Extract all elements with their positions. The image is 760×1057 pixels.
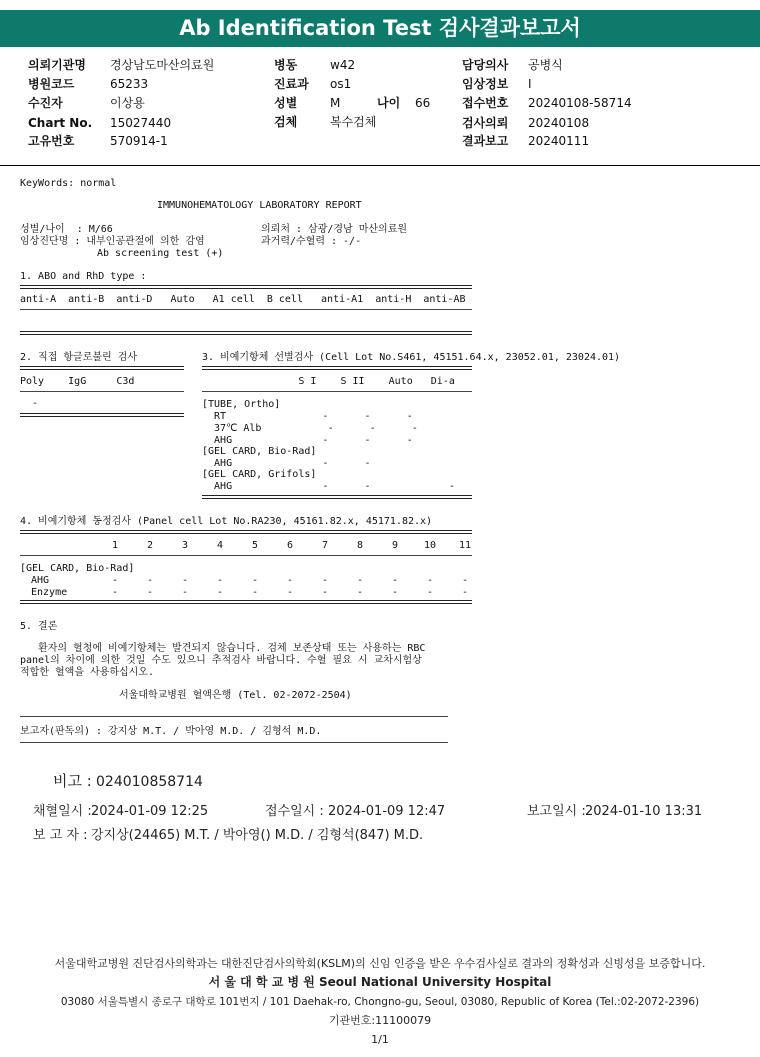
panel-cell-result: - — [147, 575, 154, 586]
section2-value: - — [20, 398, 39, 409]
clinical-diagnosis: 임상진단명 : 내부인공관절에 의한 감염 — [20, 236, 205, 247]
clinical-info-label: 임상정보 — [462, 77, 509, 91]
department-label: 진료과 — [274, 77, 309, 91]
unique-no-label: 고유번호 — [28, 134, 75, 148]
panel-row-label: AHG — [31, 575, 50, 586]
report-reporter: 보고자(판독의) : 강지상 M.T. / 박아영 M.D. / 김형석 M.D. — [20, 726, 322, 737]
panel-cell-result: - — [322, 587, 329, 598]
blood-bank: 서울대학교병원 혈액은행 (Tel. 02-2072-2504) — [119, 690, 352, 701]
panel-cell-header: 3 — [182, 540, 189, 551]
department-value: os1 — [330, 77, 352, 91]
specimen-label: 검체 — [274, 115, 298, 129]
hospital-address: 03080 서울특별시 종로구 대학로 101번지 / 101 Daehak-ro, Chongno-gu, Seoul, 03080, Republic of Korea (Tel.:02-2072-2396) — [60, 996, 700, 1008]
collected-label: 채혈일시 : — [33, 804, 92, 819]
section4-title: 4. 비예기항체 동정검사 (Panel cell Lot No.RA230, 45161.82.x, 45171.82.x) — [20, 516, 433, 527]
section3-bottom-rule — [202, 495, 472, 499]
panel-cell-result: - — [357, 575, 364, 586]
sex-label: 성별 — [274, 96, 298, 110]
header-divider — [0, 165, 760, 166]
panel-row-label: Enzyme — [31, 587, 68, 598]
hospital-code-label: 병원코드 — [28, 77, 75, 91]
section1-headers: anti-A anti-B anti-D Auto A1 cell B cell anti-A1 anti-H anti-AB — [20, 294, 466, 305]
panel-cell-result: - — [357, 587, 364, 598]
conclusion-line: 적합한 혈액을 사용하십시오. — [20, 667, 154, 678]
panel-cell-result: - — [252, 587, 259, 598]
section2-title: 2. 직접 항글로불린 검사 — [20, 352, 138, 363]
received-value: 2024-01-09 12:47 — [328, 804, 446, 819]
page-number: 1/1 — [371, 1033, 389, 1046]
panel-cell-header: 2 — [147, 540, 154, 551]
ward-value: w42 — [330, 58, 356, 72]
panel-cell-result: - — [112, 587, 119, 598]
section2-top-rule — [20, 366, 184, 370]
panel-cell-header: 1 — [112, 540, 119, 551]
conclusion-line: panel의 차이에 의한 것일 수도 있으니 추적검사 바랍니다. 수혈 필요 시 교차시험상 — [20, 655, 422, 666]
section3-row: RT - - - — [202, 411, 413, 422]
section1-header-rule — [20, 309, 472, 310]
section3-title: 3. 비예기항체 선별검사 (Cell Lot No.S461, 45151.64.x, 23052.01, 23024.01) — [202, 352, 621, 363]
reporter-bottom-rule — [20, 742, 448, 743]
hospital-label: 의뢰기관명 — [28, 58, 86, 72]
section3-row: [GEL CARD, Grifols] — [202, 469, 317, 480]
section1-top-rule — [20, 285, 472, 289]
panel-cell-header: 5 — [252, 540, 259, 551]
section3-row: [TUBE, Ortho] — [202, 399, 281, 410]
panel-cell-header: 11 — [459, 540, 472, 551]
footer-reporter-label: 보 고 자 : — [33, 828, 88, 843]
report-title: Ab Identification Test 검사결과보고서 — [0, 10, 760, 47]
test-request-value: 20240108 — [528, 116, 590, 130]
note-label: 비고 : — [53, 772, 92, 790]
sex-value: M — [330, 96, 341, 110]
panel-cell-result: - — [147, 587, 154, 598]
panel-cell-result: - — [182, 575, 189, 586]
conclusion-line: 환자의 혈청에 비예기항체는 발견되지 않습니다. 검체 보존상태 또는 사용하는 RBC — [20, 643, 426, 654]
receipt-no-label: 접수번호 — [462, 96, 509, 110]
hospital-code-value: 65233 — [110, 77, 149, 91]
note-value: 024010858714 — [96, 774, 203, 790]
received-label: 접수일시 : — [265, 804, 324, 819]
footer-reporter-value: 강지상(24465) M.T. / 박아영() M.D. / 김형석(847) M.D. — [91, 828, 424, 843]
section3-row: [GEL CARD, Bio-Rad] — [202, 446, 317, 457]
doctor-value: 공병식 — [528, 58, 563, 72]
section1-title: 1. ABO and RhD type : — [20, 271, 147, 282]
chart-no-label: Chart No. — [28, 116, 93, 130]
patient-label: 수진자 — [28, 96, 63, 110]
clinical-info-value: I — [528, 77, 532, 91]
keywords: KeyWords: normal — [20, 178, 117, 189]
result-report-label: 결과보고 — [462, 134, 509, 148]
section3-row: 37℃ Alb - - - — [202, 423, 418, 434]
panel-cell-result: - — [112, 575, 119, 586]
panel-cell-result: - — [217, 587, 224, 598]
panel-cell-header: 4 — [217, 540, 224, 551]
panel-cell-header: 9 — [392, 540, 399, 551]
panel-cell-result: - — [252, 575, 259, 586]
ward-label: 병동 — [274, 58, 298, 72]
requester: 의뢰처 : 삼광/경남 마산의료원 — [261, 224, 408, 235]
section4-group: [GEL CARD, Bio-Rad] — [20, 563, 135, 574]
section3-header-rule — [202, 391, 472, 392]
section3-top-rule — [202, 366, 472, 370]
transfusion-history: 과거력/수혈력 : -/- — [261, 236, 362, 247]
panel-cell-result: - — [392, 575, 399, 586]
doctor-label: 담당의사 — [462, 58, 509, 72]
reporter-top-rule — [20, 716, 448, 717]
chart-no-value: 15027440 — [110, 116, 172, 130]
panel-cell-result: - — [462, 575, 469, 586]
panel-cell-result: - — [392, 587, 399, 598]
panel-cell-result: - — [427, 575, 434, 586]
section3-row: AHG - - — [202, 458, 371, 469]
reported-value: 2024-01-10 13:31 — [585, 804, 703, 819]
section3-row: AHG - - - — [202, 435, 413, 446]
clinical-diagnosis-2: Ab screening test (+) — [97, 248, 224, 259]
panel-cell-header: 8 — [357, 540, 364, 551]
panel-cell-result: - — [182, 587, 189, 598]
panel-cell-result: - — [217, 575, 224, 586]
patient-value: 이상용 — [110, 96, 145, 110]
institution-number: 기관번호:11100079 — [328, 1014, 432, 1027]
lab-report-title: IMMUNOHEMATOLOGY LABORATORY REPORT — [157, 200, 362, 211]
test-request-label: 검사의뢰 — [462, 116, 509, 130]
collected-value: 2024-01-09 12:25 — [91, 804, 209, 819]
panel-cell-result: - — [287, 575, 294, 586]
section4-top-rule — [20, 530, 472, 534]
hospital-name: 서 울 대 학 교 병 원 Seoul National University Hospital — [208, 975, 552, 989]
panel-cell-header: 10 — [424, 540, 437, 551]
panel-cell-result: - — [322, 575, 329, 586]
result-report-value: 20240111 — [528, 134, 590, 148]
section4-bottom-rule — [20, 600, 472, 604]
certification-statement: 서울대학교병원 진단검사의학과는 대한진단검사의학회(KSLM)의 신임 인증을 받은 우수검사실로 결과의 정확성과 신빙성을 보증합니다. — [54, 957, 706, 970]
section1-bottom-rule — [20, 331, 472, 335]
unique-no-value: 570914-1 — [110, 134, 168, 148]
panel-cell-header: 7 — [322, 540, 329, 551]
section2-headers: Poly IgG C3d — [20, 376, 135, 387]
hospital-value: 경상남도마산의료원 — [110, 58, 215, 72]
panel-cell-result: - — [462, 587, 469, 598]
sex-age: 성별/나이 : M/66 — [20, 224, 113, 235]
section5-title: 5. 결론 — [20, 621, 58, 632]
reported-label: 보고일시 : — [527, 804, 586, 819]
section3-row: AHG - - - — [202, 481, 455, 492]
section3-headers: S I S II Auto Di-a — [202, 376, 455, 387]
panel-cell-result: - — [287, 587, 294, 598]
section2-header-rule — [20, 391, 184, 392]
section4-header-rule — [20, 555, 472, 556]
panel-cell-result: - — [427, 587, 434, 598]
age-value: 66 — [415, 96, 431, 110]
age-label: 나이 — [377, 96, 401, 110]
receipt-no-value: 20240108-58714 — [528, 96, 632, 110]
panel-cell-header: 6 — [287, 540, 294, 551]
section2-bottom-rule — [20, 413, 184, 417]
specimen-value: 복수검체 — [330, 115, 377, 129]
